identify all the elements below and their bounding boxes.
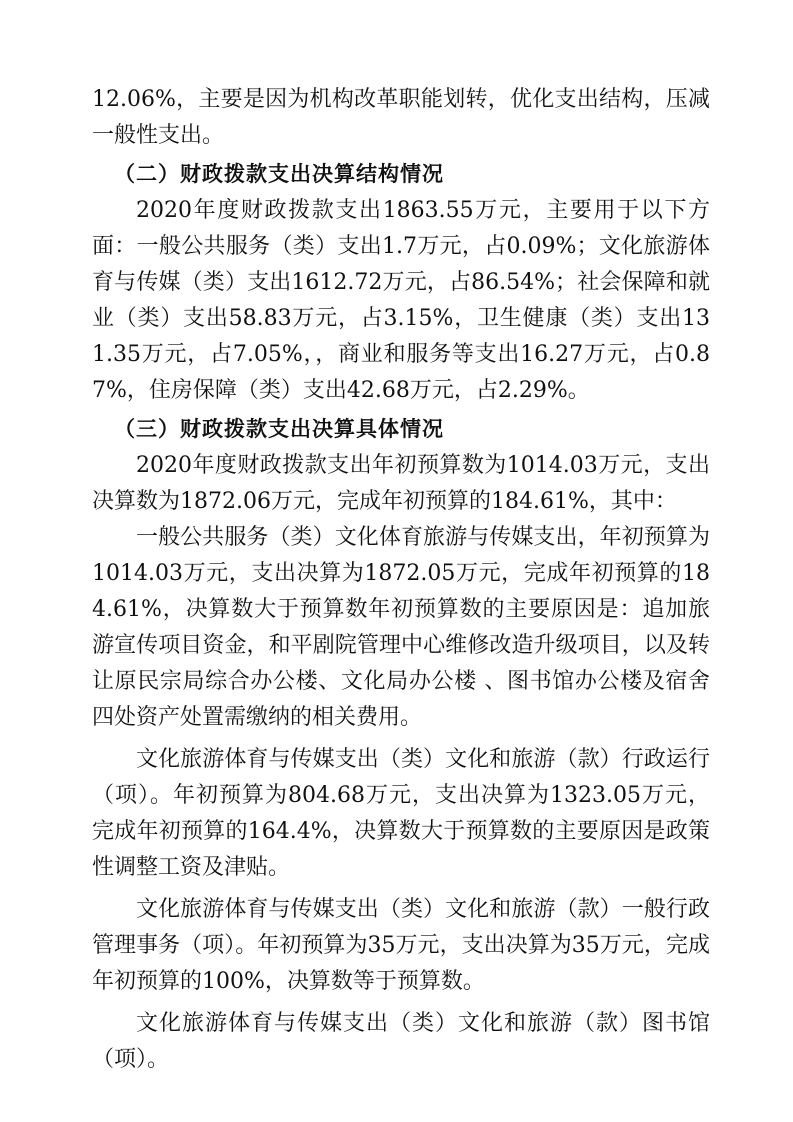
paragraph-administrative-operations: 文化旅游体育与传媒支出（类）文化和旅游（款）行政运行（项）。年初预算为804.68万元，支出决算为1323.05万元，完成年初预算的164.4%，决算数大于预算数的主要原因是政策性调整工资及津贴。: [92, 747, 710, 880]
paragraph-continuation: 12.06%，主要是因为机构改革职能划转，优化支出结构，压减一般性支出。: [92, 87, 710, 148]
paragraph-general-administration: 文化旅游体育与传媒支出（类）文化和旅游（款）一般行政管理事务（项）。年初预算为35万元，支出决算为35万元，完成年初预算的100%，决算数等于预算数。: [92, 897, 710, 994]
paragraph-general-public-services: 一般公共服务（类）文化体育旅游与传媒支出，年初预算为1014.03万元，支出决算为1872.05万元，完成年初预算的184.61%，决算数大于预算数年初预算数的主要原因是：追加旅游宣传项目资金，和平剧院管理中心维修改造升级项目，以及转让原民宗局综合办公楼、文化局办公楼 、图书馆办公楼及宿舍四处资产处置需缴纳的相关费用。: [92, 525, 710, 730]
section-heading-structure: （二）财政拨款支出决算结构情况: [114, 162, 444, 186]
section-heading-details: （三）财政拨款支出决算具体情况: [114, 417, 444, 441]
paragraph-library: 文化旅游体育与传媒支出（类）文化和旅游（款）图书馆（项）。: [92, 1011, 710, 1072]
paragraph-budget-summary: 2020年度财政拨款支出年初预算数为1014.03万元，支出决算数为1872.06万元，完成年初预算的184.61%，其中：: [92, 453, 710, 514]
document-page: [92, 82, 710, 1078]
paragraph-expenditure-structure: 2020年度财政拨款支出1863.55万元，主要用于以下方面：一般公共服务（类）支出1.7万元，占0.09%；文化旅游体育与传媒（类）支出1612.72万元，占86.54%；社会保障和就业（类）支出58.83万元，占3.15%，卫生健康（类）支出131.35万元，占7.05%，，商业和服务等支出16.27万元，占0.87%，住房保障（类）支出42.68万元，占2.29%。: [92, 198, 710, 403]
